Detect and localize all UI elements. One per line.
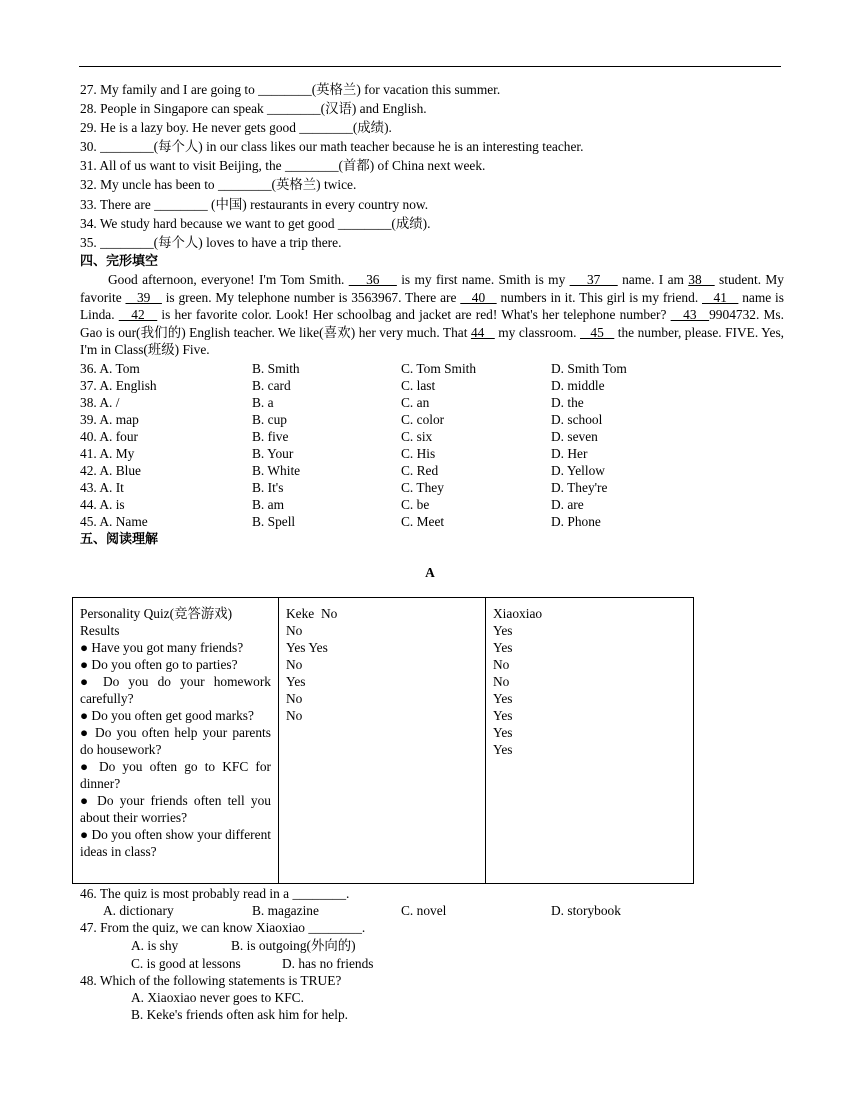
cloze-text: the number, please. FIVE. Yes, I'm in Class(班级) Five. — [80, 324, 785, 358]
blank-42: 42 — [118, 307, 158, 323]
cloze-text: is my first name. Smith is my — [396, 272, 570, 287]
option-b: B. cup — [252, 412, 287, 427]
section-reading-title: 五、阅读理解 — [80, 532, 159, 547]
options-38 — [80, 394, 780, 411]
question-47-option-b: B. is outgoing(外向的) — [231, 938, 356, 953]
options-40 — [80, 428, 780, 445]
xiaoxiao-answer: Yes — [493, 742, 513, 757]
option-c: C. They — [401, 480, 444, 495]
xiaoxiao-column — [486, 598, 694, 884]
option-d: D. seven — [551, 429, 598, 444]
option-c: C. His — [401, 446, 436, 461]
option-c: C. last — [401, 378, 436, 393]
xiaoxiao-answer: Yes — [493, 725, 513, 740]
question-47-stem: 47. From the quiz, we can know Xiaoxiao ________. — [80, 920, 366, 935]
xiaoxiao-answer: No — [493, 657, 510, 672]
xiaoxiao-answer: Yes — [493, 708, 513, 723]
question-29: 29. He is a lazy boy. He never gets good ________(成绩). — [80, 120, 392, 135]
keke-answer: Keke No — [286, 606, 338, 621]
options-37 — [80, 377, 780, 394]
option-a: 39. A. map — [80, 412, 139, 427]
cloze-text: name. I am — [617, 272, 689, 287]
cloze-text: Good afternoon, everyone! I'm Tom Smith. — [108, 272, 349, 287]
option-d: D. Her — [551, 446, 588, 461]
question-46-option-d: D. storybook — [551, 903, 621, 918]
passage-label: A — [425, 565, 435, 580]
quiz-question: ● Do you often get good marks? — [80, 708, 254, 723]
blank-44: 44 — [470, 324, 495, 340]
option-a: 37. A. English — [80, 378, 157, 393]
section-cloze-title: 四、完形填空 — [80, 254, 159, 269]
option-c: C. Meet — [401, 514, 445, 529]
option-b: B. Smith — [252, 361, 300, 376]
option-c: C. be — [401, 497, 430, 512]
option-d: D. Yellow — [551, 463, 605, 478]
options-42 — [80, 462, 780, 479]
blank-36: 36 — [348, 272, 397, 287]
quiz-question: ● Do your friends often tell you about their worries? — [80, 793, 271, 825]
quiz-question: ● Do you often show your different ideas in class? — [80, 827, 271, 859]
option-c: C. Tom Smith — [401, 361, 477, 376]
quiz-heading: Personality Quiz(竞答游戏) — [80, 606, 233, 621]
option-b: B. five — [252, 429, 289, 444]
personality-quiz-table — [72, 597, 694, 884]
question-48-option-b: B. Keke's friends often ask him for help. — [131, 1007, 348, 1022]
blank-41: 41 — [702, 289, 739, 305]
option-d: D. Phone — [551, 514, 601, 529]
quiz-question: ● Do you do your homework carefully? — [80, 674, 271, 706]
keke-answer: No — [286, 691, 303, 706]
option-b: B. White — [252, 463, 301, 478]
keke-answer: No — [286, 623, 303, 638]
option-b: B. Spell — [252, 514, 296, 529]
option-d: D. school — [551, 412, 603, 427]
option-c: C. six — [401, 429, 433, 444]
option-a: 36. A. Tom — [80, 361, 140, 376]
option-a: 44. A. is — [80, 497, 125, 512]
option-d: D. Smith Tom — [551, 361, 627, 376]
blank-43: 43 — [670, 307, 710, 323]
cloze-text: numbers in it. This girl is my friend. — [496, 289, 702, 305]
blank-38: 38 — [688, 272, 715, 287]
keke-column — [279, 598, 486, 884]
keke-answer: Yes — [286, 674, 306, 689]
question-46-option-a: A. dictionary — [103, 903, 174, 918]
quiz-question: ● Do you often go to KFC for dinner? — [80, 759, 271, 791]
blank-39: 39 — [125, 289, 162, 305]
option-d: D. middle — [551, 378, 605, 393]
question-35: 35. ________(每个人) loves to have a trip there. — [80, 235, 342, 250]
question-34: 34. We study hard because we want to get good ________(成绩). — [80, 216, 431, 231]
option-a: 42. A. Blue — [80, 463, 142, 478]
options-45 — [80, 513, 780, 530]
option-a: 38. A. / — [80, 395, 120, 410]
keke-answer: No — [286, 708, 303, 723]
question-33: 33. There are ________ (中国) restaurants in every country now. — [80, 197, 429, 212]
option-a: 40. A. four — [80, 429, 139, 444]
option-a: 43. A. It — [80, 480, 124, 495]
question-48-option-a: A. Xiaoxiao never goes to KFC. — [131, 990, 304, 1005]
xiaoxiao-answer: Yes — [493, 691, 513, 706]
blank-37: 37 — [569, 272, 618, 287]
question-31: 31. All of us want to visit Beijing, the ________(首都) of China next week. — [80, 158, 486, 173]
option-a: 45. A. Name — [80, 514, 148, 529]
option-b: B. card — [252, 378, 291, 393]
options-41 — [80, 445, 780, 462]
blank-45: 45 — [579, 324, 615, 340]
question-46-option-b: B. magazine — [252, 903, 319, 918]
option-b: B. a — [252, 395, 274, 410]
keke-answer: Yes Yes — [286, 640, 328, 655]
question-47-option-a: A. is shy — [131, 938, 179, 953]
options-43 — [80, 479, 780, 496]
blank-40: 40 — [460, 289, 497, 305]
question-30: 30. ________(每个人) in our class likes our math teacher because he is an interesting teacher. — [80, 139, 584, 154]
option-c: C. Red — [401, 463, 439, 478]
option-b: B. am — [252, 497, 284, 512]
cloze-text: student. My favorite — [80, 272, 785, 305]
question-47-option-d: D. has no friends — [282, 956, 374, 971]
option-b: B. It's — [252, 480, 284, 495]
question-46-stem: 46. The quiz is most probably read in a ________. — [80, 886, 350, 901]
quiz-question: ● Have you got many friends? — [80, 640, 244, 655]
keke-answer: No — [286, 657, 303, 672]
questions-column — [73, 598, 279, 884]
question-28: 28. People in Singapore can speak ________(汉语) and English. — [80, 101, 427, 116]
xiaoxiao-answer: Yes — [493, 640, 513, 655]
question-48-stem: 48. Which of the following statements is TRUE? — [80, 973, 342, 988]
cloze-passage — [80, 271, 784, 359]
cloze-text: my classroom. — [494, 324, 580, 340]
cloze-text: 9904732. Ms. Gao is our(我们的) English teacher. We like(喜欢) her very much. That — [80, 307, 784, 340]
question-32: 32. My uncle has been to ________(英格兰) twice. — [80, 177, 357, 192]
options-36 — [80, 360, 780, 377]
quiz-question: ● Do you often go to parties? — [80, 657, 238, 672]
xiaoxiao-answer: Xiaoxiao — [493, 606, 543, 621]
question-47-option-c: C. is good at lessons — [131, 956, 241, 971]
option-c: C. an — [401, 395, 430, 410]
question-46-option-c: C. novel — [401, 903, 447, 918]
option-d: D. They're — [551, 480, 608, 495]
option-d: D. the — [551, 395, 584, 410]
option-c: C. color — [401, 412, 445, 427]
quiz-results-label: Results — [80, 623, 120, 638]
cloze-text: is green. My telephone number is 3563967. There are — [161, 289, 461, 305]
option-b: B. Your — [252, 446, 294, 461]
xiaoxiao-answer: Yes — [493, 623, 513, 638]
xiaoxiao-answer: No — [493, 674, 510, 689]
quiz-question: ● Do you often help your parents do housework? — [80, 725, 271, 757]
cloze-text: is her favorite color. Look! Her schoolbag and jacket are red! What's her telephone number? — [157, 307, 671, 323]
option-d: D. are — [551, 497, 584, 512]
options-39 — [80, 411, 780, 428]
question-27: 27. My family and I are going to ________(英格兰) for vacation this summer. — [80, 82, 501, 97]
option-a: 41. A. My — [80, 446, 135, 461]
cloze-text: name is Linda. — [80, 289, 784, 323]
options-44 — [80, 496, 780, 513]
header-rule — [79, 66, 781, 67]
